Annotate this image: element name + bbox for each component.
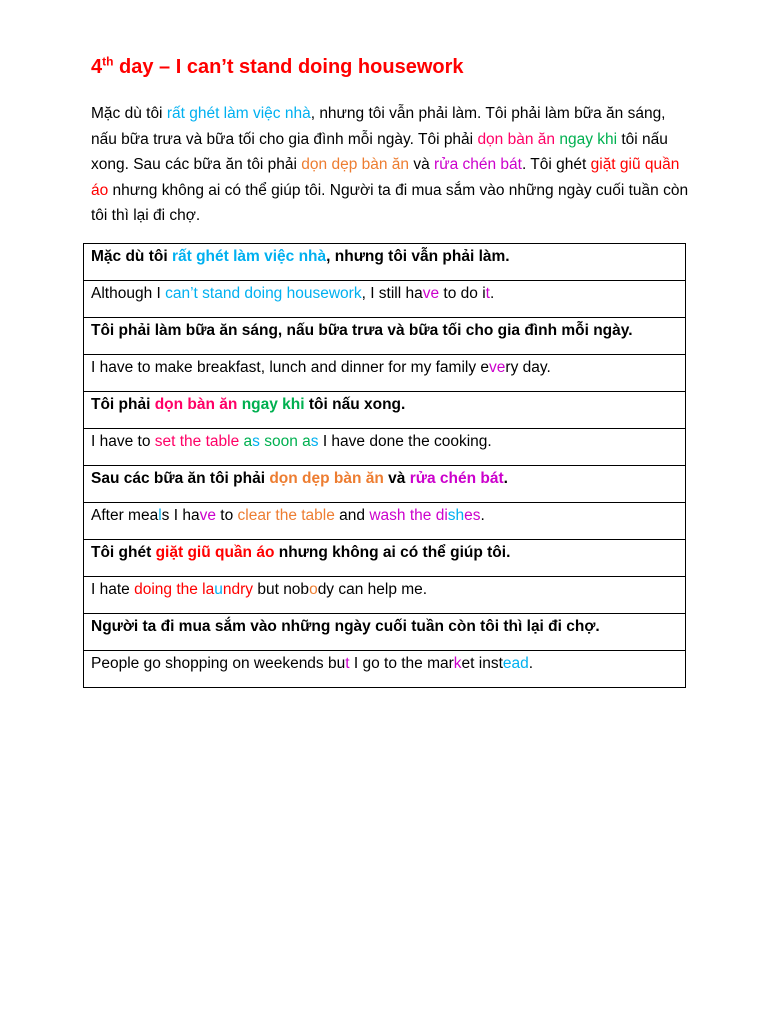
paragraph-text: , nhưng tôi vẫn phải làm. Tôi phải làm bữa ăn sáng, nấu bữa trưa và bữa tối cho gia đình mỗi ngày. Tôi phải (91, 105, 666, 148)
cell-highlight: wash the di (369, 507, 448, 524)
cell-highlight: s (252, 433, 260, 450)
cell-highlight: ndry (222, 581, 254, 598)
table-row-english (84, 281, 686, 318)
cell-text: et inst (461, 655, 503, 672)
table-row-english (84, 355, 686, 392)
table-cell (84, 503, 686, 540)
cell-highlight: soon a (259, 433, 311, 450)
cell-highlight: giặt giũ quần áo (155, 544, 275, 561)
cell-text: I have done the cooking. (318, 433, 492, 450)
table-cell (84, 392, 686, 429)
table-cell (84, 244, 686, 281)
sentence-table (83, 243, 686, 688)
cell-highlight: dọn bàn ăn (154, 396, 238, 413)
paragraph-text: tôi nấu xong. Sau các bữa ăn tôi phải (91, 130, 668, 173)
table-cell (84, 429, 686, 466)
table-row-english (84, 503, 686, 540)
cell-text: , I still ha (361, 285, 423, 302)
cell-highlight: k (453, 655, 462, 672)
table-row-vietnamese (84, 244, 686, 281)
cell-highlight: t (345, 655, 350, 672)
table-row-vietnamese (84, 614, 686, 651)
title-ordinal-suffix: th (102, 54, 114, 69)
cell-text: và (383, 470, 410, 487)
table-row-english (84, 429, 686, 466)
cell-highlight: es (464, 507, 481, 524)
cell-text: s I ha (161, 507, 200, 524)
paragraph-highlight: giặt giũ quần áo (91, 156, 680, 199)
intro-paragraph (91, 101, 691, 229)
cell-text: I have to make breakfast, lunch and dinner for my family e (91, 359, 490, 376)
cell-text: , nhưng tôi vẫn phải làm. (326, 248, 510, 265)
cell-text: to do i (439, 285, 486, 302)
paragraph-highlight: rất ghét làm việc nhà (166, 105, 311, 122)
cell-highlight: ve (199, 507, 216, 524)
table-cell (84, 281, 686, 318)
cell-text: tôi nấu xong. (304, 396, 406, 413)
cell-text: and (334, 507, 370, 524)
cell-text: I have to (91, 433, 155, 450)
table-cell (84, 577, 686, 614)
table-cell (84, 318, 686, 355)
cell-text: to (215, 507, 238, 524)
cell-text: Tôi ghét (91, 544, 156, 561)
table-row-vietnamese (84, 318, 686, 355)
table-cell (84, 355, 686, 392)
cell-text: but nob (253, 581, 310, 598)
cell-text: People go shopping on weekends bu (91, 655, 346, 672)
cell-text: nhưng không ai có thể giúp tôi. (274, 544, 511, 561)
paragraph-highlight: dọn dẹp bàn ăn (301, 156, 410, 173)
cell-text: ry day. (505, 359, 551, 376)
paragraph-text: và (409, 156, 435, 173)
paragraph-text: nhưng không ai có thể giúp tôi. Người ta đi mua sắm vào những ngày cuối tuần còn tôi thì lại đi chợ. (91, 181, 689, 224)
cell-text: Tôi phải làm bữa ăn sáng, nấu bữa trưa và bữa tối cho gia đình mỗi ngày. (91, 322, 633, 339)
paragraph-text: . Tôi ghét (521, 156, 591, 173)
table-row-english (84, 577, 686, 614)
cell-highlight: ngay khi (241, 396, 305, 413)
cell-highlight: a (243, 433, 253, 450)
cell-text: After mea (91, 507, 159, 524)
cell-text: . (480, 507, 485, 524)
paragraph-highlight: rửa chén bát (434, 156, 522, 173)
table-row-vietnamese (84, 466, 686, 503)
paragraph-highlight: dọn bàn ăn (477, 130, 556, 148)
cell-highlight: ead (502, 655, 529, 672)
cell-highlight: t (485, 285, 490, 302)
cell-highlight: can’t stand doing housework (165, 285, 362, 302)
cell-text: . (503, 470, 508, 487)
table-cell (84, 614, 686, 651)
cell-highlight: s (310, 433, 319, 450)
cell-highlight: sh (447, 507, 465, 524)
cell-highlight: set the table (154, 433, 240, 450)
cell-text: I hate (91, 581, 135, 598)
cell-highlight: ve (422, 285, 440, 302)
cell-highlight: rất ghét làm việc nhà (171, 248, 327, 265)
table-row-vietnamese (84, 540, 686, 577)
cell-text: Mặc dù tôi (91, 248, 172, 265)
cell-highlight: rửa chén bát (409, 470, 504, 487)
table-cell (84, 651, 686, 688)
table-row-vietnamese (84, 392, 686, 429)
cell-highlight: ve (489, 359, 506, 376)
cell-highlight: o (309, 581, 318, 598)
cell-text: dy can help me. (317, 581, 428, 598)
paragraph-text: Mặc dù tôi (91, 105, 167, 122)
title-number: 4 (91, 56, 103, 78)
paragraph-highlight: ngay khi (559, 130, 618, 148)
title-text: day – I can’t stand doing housework (113, 56, 464, 78)
cell-text: I go to the mar (349, 655, 454, 672)
cell-text: . (528, 655, 534, 672)
page-title (91, 56, 464, 79)
cell-text: Sau các bữa ăn tôi phải (91, 470, 270, 487)
cell-text: . (489, 285, 495, 302)
table-cell (84, 540, 686, 577)
table-row-english (84, 651, 686, 688)
cell-text: Tôi phải (91, 396, 155, 413)
cell-text: Although I (91, 285, 166, 302)
cell-highlight: clear the table (237, 507, 335, 524)
table-cell (84, 466, 686, 503)
cell-highlight: doing the la (134, 581, 215, 598)
cell-highlight: dọn dẹp bàn ăn (269, 470, 384, 487)
cell-highlight: l (158, 507, 162, 524)
cell-highlight: u (214, 581, 223, 598)
cell-text: Người ta đi mua sắm vào những ngày cuối tuần còn tôi thì lại đi chợ. (91, 618, 600, 635)
